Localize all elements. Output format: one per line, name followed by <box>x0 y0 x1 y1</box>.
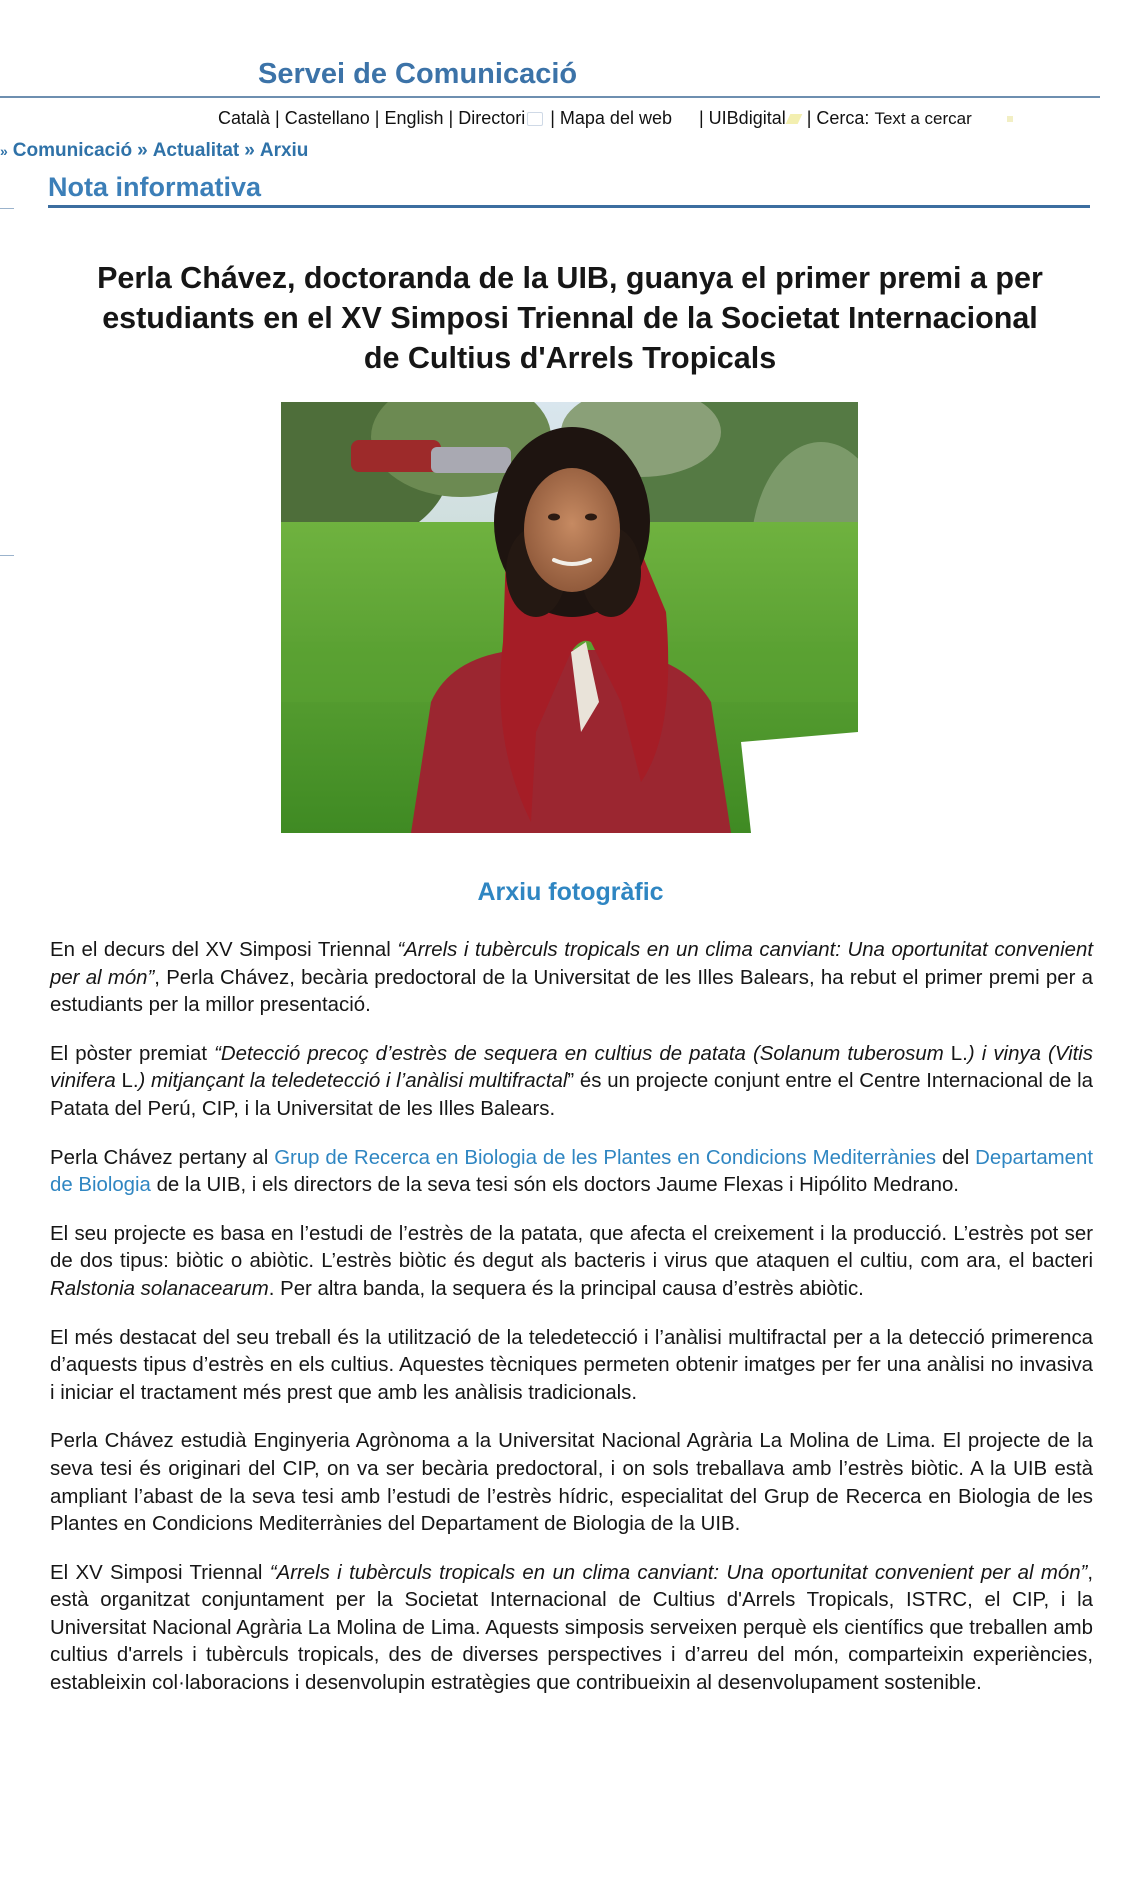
italic-run: Ralstonia solanacearum <box>50 1277 269 1300</box>
breadcrumb-actualitat[interactable]: Actualitat <box>152 140 240 161</box>
top-navigation <box>218 108 1013 129</box>
breadcrumb-comunicacio[interactable]: Comunicació <box>12 140 133 161</box>
text-run: Perla Chávez pertany al <box>50 1146 275 1169</box>
paragraph <box>50 937 1093 1020</box>
italic-run: ) mitjançant la teledetecció i l’anàlisi multifractal <box>138 1070 568 1093</box>
uibdigital-link[interactable]: UIBdigital <box>708 108 786 128</box>
italic-run: “Arrels i tubèrculs tropicals en un clima canviant: Una oportunitat convenient per al món” <box>50 939 1093 989</box>
paragraph <box>50 1560 1093 1698</box>
nav-separator: | <box>275 108 280 128</box>
article-headline <box>50 258 1090 378</box>
text-run: , Perla Chávez, becària predoctoral de la Universitat de les Illes Balears, ha rebut el primer premi per a estudiants per la millor presentació. <box>50 966 1093 1017</box>
breadcrumb <box>0 140 308 162</box>
left-margin-mark <box>0 208 14 209</box>
nav-separator: | <box>806 108 812 128</box>
mapa-web-link[interactable]: Mapa del web <box>559 108 672 128</box>
nav-separator: | <box>698 108 704 128</box>
site-title: Servei de Comunicació <box>258 58 578 90</box>
biology-department-link[interactable]: Departament de Biologia <box>50 1146 1093 1197</box>
photo-caption: Arxiu fotogràfic <box>477 878 664 906</box>
paragraph <box>50 1145 1093 1200</box>
search-go-icon[interactable] <box>1007 116 1013 122</box>
research-group-link[interactable]: Grup de Recerca en Biologia de les Plantes en Condicions Mediterrànies <box>274 1146 937 1169</box>
search-label: Cerca: <box>816 108 870 128</box>
text-run: , està organitzat conjuntament per la Societat Internacional de Cultius d'Arrels Tropicals, ISTRC, el CIP, i la Universitat Nacional Agrària La Molina de Lima. Aquests simposis serveixen perquè els científics que treballen amb cultius d'arrels i tubèrculs tropicals, des de diverses perspectives i d’arreu del món, comparteixin experiències, estableixin col·laboracions i desenvolupin estratègies que contribueixin al desenvolupament sostenible. <box>50 1561 1093 1695</box>
text-run: El XV Simposi Triennal <box>50 1561 270 1584</box>
section-title: Nota informativa <box>48 172 262 202</box>
paragraph <box>50 1041 1093 1124</box>
breadcrumb-arxiu[interactable]: Arxiu <box>259 140 309 161</box>
paragraph: El més destacat del seu treball és la utilització de la teledetecció i l’anàlisi multifractal per a la detecció primerenca d’aquests tipus d’estrès en els cultius. Aquestes tècniques permeten obtenir imatges per fer una anàlisi no invasiva i iniciar el tractament més prest que amb les anàlisis tradicionals. <box>50 1326 1093 1404</box>
directori-link[interactable]: Directori <box>458 108 526 128</box>
headline-line: de Cultius d'Arrels Tropicals <box>363 341 777 375</box>
text-run: del <box>936 1146 976 1169</box>
lang-catala-link[interactable]: Català <box>218 108 271 128</box>
pencil-icon <box>785 114 802 124</box>
text-run: El seu projecte es basa en l’estudi de l’estrès de la patata, que afecta el creixement i la producció. L’estrès pot ser de dos tipus: biòtic o abiòtic. L’estrès biòtic és degut als bacteris i virus que ataquen el cultiu, com ara, el bacteri <box>50 1222 1093 1273</box>
headline-line: Perla Chávez, doctoranda de la UIB, guanya el primer premi a per <box>97 261 1043 295</box>
section-divider <box>48 205 1090 208</box>
nav-separator: | <box>448 108 454 128</box>
header-divider <box>0 96 1100 98</box>
paragraph: Perla Chávez estudià Enginyeria Agrònoma a la Universitat Nacional Agrària La Molina de Lima. El projecte de la seva tesi és originari del CIP, on va ser becària predoctoral, i on sols treballava amb l’estrès biòtic. A la UIB està ampliant l’abast de la seva tesi amb l’estudi de l’estrès hídric, especialitat del Grup de Recerca en Biologia de les Plantes en Condicions Mediterrànies del Departament de Biologia de la UIB. <box>50 1430 1093 1536</box>
text-run: ” és un projecte conjunt entre el Centre Internacional de la Patata del Perú, CIP, i la Universitat de les Illes Balears. <box>50 1070 1093 1120</box>
text-run: L. <box>121 1070 139 1093</box>
italic-run: “Arrels i tubèrculs tropicals en un clima canviant: Una oportunitat convenient per al món” <box>269 1561 1088 1584</box>
text-run: de la UIB, i els directors de la seva tesi són els doctors Jaume Flexas i Hipólito Medrano. <box>150 1174 959 1197</box>
text-run: . Per altra banda, la sequera és la principal causa d’estrès abiòtic. <box>268 1277 864 1300</box>
nav-separator: | <box>374 108 380 128</box>
text-run: El pòster premiat <box>50 1042 215 1065</box>
italic-run: “Detecció precoç d’estrès de sequera en cultius de patata (Solanum tuberosum <box>214 1042 951 1065</box>
breadcrumb-separator: » <box>0 143 8 159</box>
nav-separator: | <box>550 108 555 128</box>
lang-castellano-link[interactable]: Castellano <box>284 108 370 128</box>
lang-english-link[interactable]: English <box>384 108 444 128</box>
mail-icon <box>527 112 543 126</box>
breadcrumb-separator: » <box>137 140 148 161</box>
italic-run: ) i vinya (Vitis vinifera <box>50 1042 1093 1093</box>
text-run: En el decurs del XV Simposi Triennal <box>50 939 398 961</box>
search-input[interactable]: Text a cercar <box>874 109 972 128</box>
article-photo <box>281 402 858 833</box>
paragraph <box>50 1221 1093 1304</box>
text-run: L. <box>950 1042 968 1065</box>
headline-line: estudiants en el XV Simposi Triennal de la Societat Internacional <box>102 301 1038 335</box>
left-margin-mark <box>0 555 14 556</box>
breadcrumb-separator: » <box>244 140 255 161</box>
article-body <box>50 937 1093 1719</box>
